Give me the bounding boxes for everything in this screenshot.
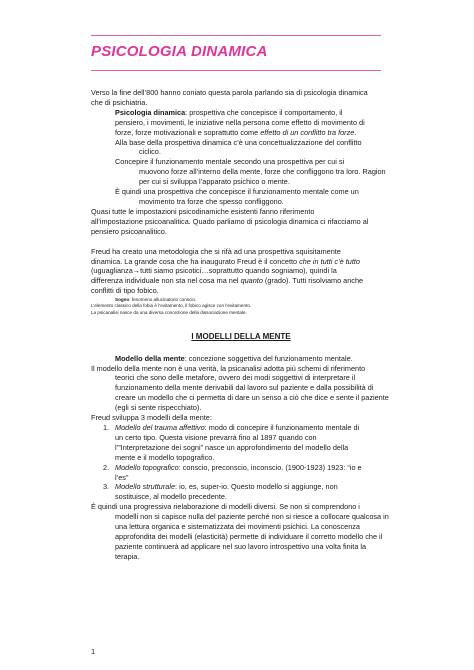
top-rule [91, 35, 381, 36]
paragraph-line: per cui si sviluppa l’apparato psichico o mente. [139, 177, 290, 187]
paragraph-line: creare un modello che ci permetta di dare un senso a ciò che dice e sente il paziente [115, 393, 389, 403]
document-body [91, 88, 391, 562]
paragraph-line: funzionamento della mente derivabili dal lavoro sul paziente e dalla possibilità di [115, 383, 374, 393]
definition-block [91, 108, 391, 207]
paragraph-line: (egli si sente rispecchiato). [115, 403, 202, 413]
definition-line: pensiero, i movimenti, le iniziative nella persona come effetto di movimento di [115, 117, 365, 127]
intro-line: Verso la fine dell’800 hanno coniato questa parola parlando sia di psicologia dinamica [91, 88, 368, 97]
list-item: 2. Modello topografico: conscio, preconscio, inconscio. (1900-1923) 1923: “io e l’es” [103, 462, 362, 482]
page-title: PSICOLOGIA DINAMICA [91, 43, 268, 60]
paragraph-line: all’impostazione psicoanalitica. Quado parliamo di psicologia dinamica ci rifacciamo al [91, 216, 369, 226]
footnote: L’elemento classico della fobia è l’evitamento, il fobico agisce con l’evitamento. [91, 303, 252, 309]
paragraph-line: teorici che sono delle metafore, ovvero dei modi soggettivi di interpretare il [115, 373, 356, 383]
paragraph-line: modelli non si capisce nulla del paziente perché non si riesce a collocare qualcosa in [115, 512, 389, 522]
paragraph-line: conflitti di tipo fobico. [91, 286, 159, 296]
paragraph-line: Freud sviluppa 3 modelli della mente: [91, 413, 212, 423]
paragraph-line: dinamica. La grande cosa che ha inaugurato Freud è il concetto che in tutti c’è tutto [91, 256, 360, 266]
title-underline [91, 70, 381, 71]
paragraph-line: una lettura organica e sistematizzata dei movimenti psichici. La conoscenza [115, 522, 360, 532]
section-heading: I MODELLI DELLA MENTE [191, 331, 291, 341]
page-number: 1 [91, 647, 96, 656]
paragraph-line: terapia. [115, 551, 140, 561]
paragraph-line: Il modello della mente non è una verità, la psicanalisi adotta più schemi di riferimento [91, 363, 366, 373]
paragraph-line: Quasi tutte le impostazioni psicodinamiche esistenti fanno riferimento [91, 206, 315, 216]
definition-line: Modello della mente: concezione soggettiva del funzionamento mentale. [115, 353, 353, 363]
paragraph-line: Concepire il funzionamento mentale secondo una prospettiva per cui si [115, 157, 345, 167]
paragraph-line: paziente continuerà ad applicare nel suo lavoro introspettivo una volta finita la [115, 541, 367, 551]
paragraph-line: approfondita dei modelli (elasticità) permette di individuare il corretto modello che il [115, 531, 383, 541]
paragraph-line: È quindi una prospettiva che concepisce il funzionamento mentale come un [115, 187, 359, 197]
paragraph-line: ciclico. [139, 147, 161, 157]
list-item: 3. Modello strutturale: io, es, super-io. Questo modello si aggiunge, non sostituisce, al modello precedente. [103, 482, 338, 502]
footnote: La psicanalisi nasce da una diversa concezione della dissociazione mentale. [91, 309, 247, 315]
footnote: Sogno: fenomeno allucinatorio conscio. [115, 297, 197, 303]
list-item: 1. Modello del trauma affettivo: modo di concepire il funzionamento mentale di un certo tipo. Questa visione prevarrà fino al 1897 quando con l’”Interpretazione dei sogni” nasce un approfondimento del modello della mente e il modello topografico. [103, 422, 360, 462]
definition-line: forze, forze motivazionali e soprattutto come effetto di un conflitto tra forze. [115, 127, 357, 137]
footnotes [91, 297, 391, 316]
definition-line: Psicologia dinamica: prospettiva che concepisce il comportamento, il [115, 107, 343, 117]
paragraph-line: pensiero psicoanalitico. [91, 226, 167, 236]
paragraph-line: È quindi una progressiva rielaborazione di modelli diversi. Se non si comprendono i [91, 502, 360, 512]
paragraph-line: Alla base della prospettiva dinamica c’è una concettualizzazione del conflitto [115, 137, 362, 147]
paragraph-line: muovono forze all’interno della mente, forze che confliggono tra loro. Ragion [139, 167, 386, 177]
paragraph-line: Freud ha creato una metodologia che si rifà ad una prospettiva squisitamente [91, 246, 341, 256]
paragraph-line: differenza individuale non sta nel cosa ma nel quanto (grado). Tutti risolviamo anche [91, 276, 364, 286]
intro-line: che di psichiatria. [91, 97, 148, 107]
models-list [91, 423, 391, 502]
paragraph-line: movimento tra forze che spesso confliggono. [139, 196, 284, 206]
term: Psicologia dinamica [115, 107, 186, 117]
paragraph-line: (uguaglianza→tutti siamo psicotici…soprattutto quando sogniamo), quindi la [91, 266, 337, 276]
